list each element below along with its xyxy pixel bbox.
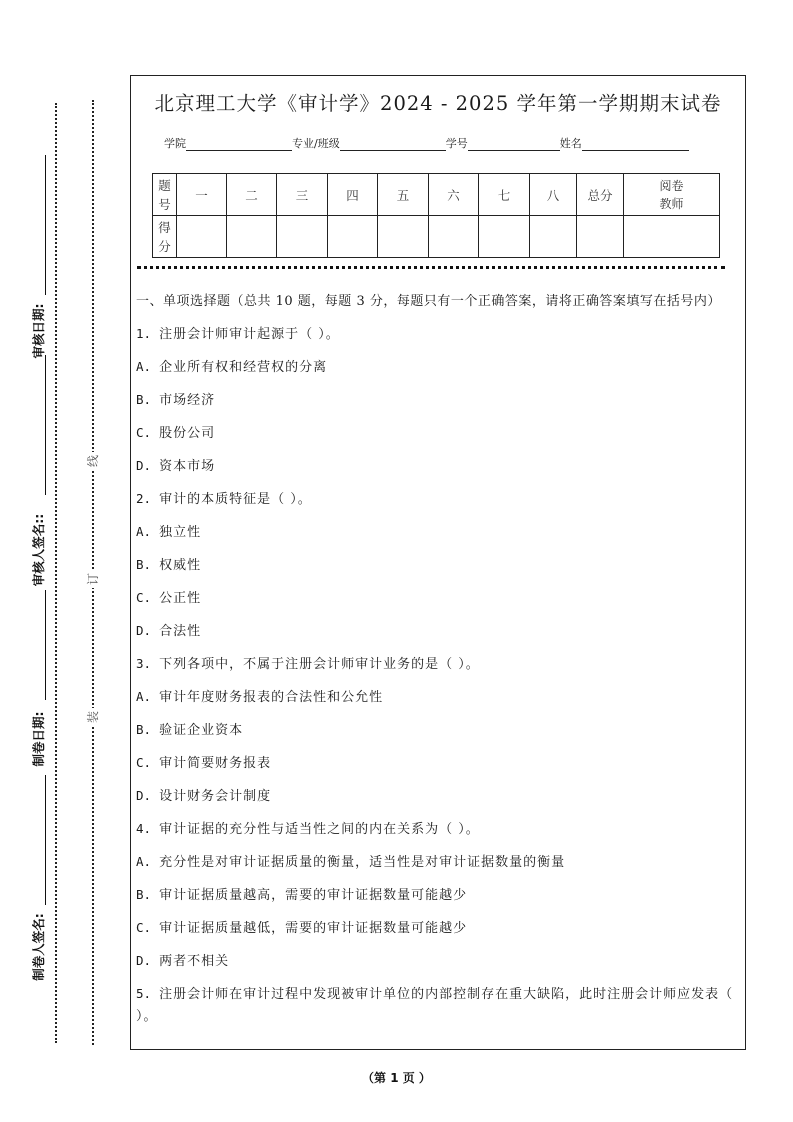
signature-line [45,590,46,700]
col-header-grader: 阅卷 教师 [624,174,720,216]
score-table-header-row [153,174,720,216]
name-label: 姓名 [559,137,582,150]
option-4c: C. 审计证据质量越低，需要的审计证据数量可能越少 [136,920,468,936]
major-class-field[interactable] [340,137,446,151]
exam-title: 北京理工大学《审计学》2024 - 2025 学年第一学期期末试卷 [154,92,722,115]
option-2a: A. 独立性 [136,524,202,540]
signature-line [45,775,46,905]
score-cell-5[interactable] [378,216,429,258]
option-3a: A. 审计年度财务报表的合法性和公允性 [136,689,384,705]
option-4a: A. 充分性是对审计证据质量的衡量，适当性是对审计证据数量的衡量 [136,854,566,870]
exam-content [136,291,740,1028]
score-cell-3[interactable] [277,216,328,258]
section-heading: 一、单项选择题（总共 10 题，每题 3 分，每题只有一个正确答案，请将正确答案填写在括号内） [136,294,721,309]
score-cell-grader[interactable] [624,216,720,258]
col-header-8: 八 [530,174,577,216]
option-1c: C. 股份公司 [136,425,216,441]
col-header-6: 六 [429,174,479,216]
option-2b: B. 权威性 [136,557,202,573]
review-date-label: 审核日期: [31,303,46,359]
col-header-1: 一 [177,174,227,216]
option-4b: B. 审计证据质量越高，需要的审计证据数量可能越少 [136,887,468,903]
college-field[interactable] [186,137,292,151]
option-1a: A. 企业所有权和经营权的分离 [136,359,328,375]
binding-dotted-line-outer [55,103,57,1043]
option-2c: C. 公正性 [136,590,202,606]
student-id-field[interactable] [468,137,560,151]
option-1b: B. 市场经济 [136,392,216,408]
option-3d: D. 设计财务会计制度 [136,788,272,804]
binding-char-zhuang: 装 [84,708,102,726]
college-label: 学院 [164,137,186,150]
question-5: 5. 注册会计师在审计过程中发现被审计单位的内部控制存在重大缺陷，此时注册会计师应发表（ ）。 [136,986,734,1024]
score-table [152,173,720,258]
prepare-date-label: 制卷日期: [31,711,46,767]
option-3b: B. 验证企业资本 [136,722,244,738]
question-2: 2. 审计的本质特征是（ ）。 [136,491,312,507]
col-header-2: 二 [227,174,277,216]
col-header-4: 四 [328,174,378,216]
question-4: 4. 审计证据的充分性与适当性之间的内在关系为（ ）。 [136,821,480,837]
signature-line [45,355,46,495]
student-id-label: 学号 [445,137,468,150]
score-cell-1[interactable] [177,216,227,258]
exam-page-frame [130,75,746,1050]
question-1: 1. 注册会计师审计起源于（ ）。 [136,326,340,342]
col-header-3: 三 [277,174,328,216]
binding-char-ding: 订 [84,570,102,588]
reviewer-signature-label: 审核人签名:: [31,513,46,587]
student-info-row [164,131,724,151]
col-header-7: 七 [479,174,530,216]
name-field[interactable] [582,137,689,151]
major-class-label: 专业/班级 [292,137,340,150]
score-cell-6[interactable] [429,216,479,258]
score-cell-7[interactable] [479,216,530,258]
preparer-signature-label: 制卷人签名: [31,913,46,981]
score-row-header: 得 分 [153,216,177,258]
score-cell-8[interactable] [530,216,577,258]
score-cell-4[interactable] [328,216,378,258]
option-2d: D. 合法性 [136,623,202,639]
signature-line [45,155,46,295]
option-1d: D. 资本市场 [136,458,216,474]
option-4d: D. 两者不相关 [136,953,230,969]
option-3c: C. 审计简要财务报表 [136,755,272,771]
binding-char-xian: 线 [84,452,102,470]
score-cell-2[interactable] [227,216,277,258]
dotted-separator [137,266,725,269]
score-table-score-row [153,216,720,258]
question-3: 3. 下列各项中，不属于注册会计师审计业务的是（ ）。 [136,656,480,672]
col-header-total: 总分 [577,174,624,216]
col-header-5: 五 [378,174,429,216]
score-cell-total[interactable] [577,216,624,258]
question-number-header: 题 号 [153,174,177,216]
page-number: （第 1 页 ） [362,1071,431,1085]
